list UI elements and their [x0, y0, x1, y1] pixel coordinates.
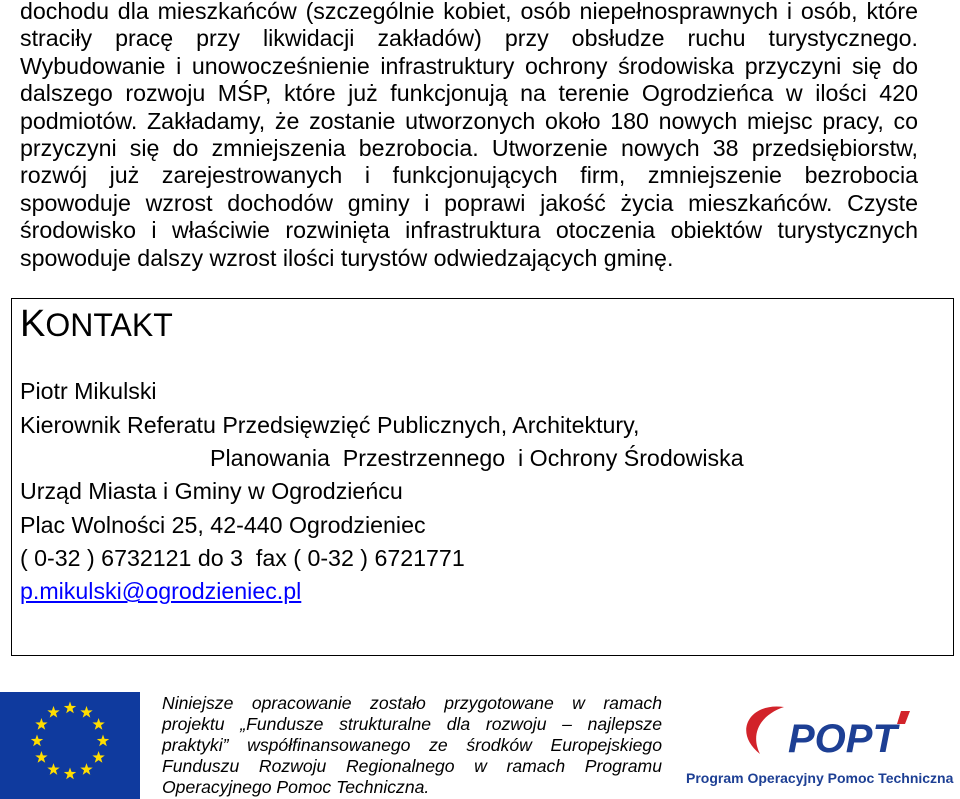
contact-position-line: Planowania Przestrzennego i Ochrony Środowiska: [210, 445, 744, 472]
paragraph-line: podmiotów. Zakładamy, że zostanie utworzonych około 180 nowych miejsc pracy, co: [20, 107, 918, 134]
popt-caption: Program Operacyjny Pomoc Techniczna: [686, 770, 954, 786]
popt-accent: [897, 711, 910, 724]
contact-office: Urząd Miasta i Gminy w Ogrodzieńcu: [20, 478, 403, 505]
paragraph-line: przyczyni się do zmniejszenia bezrobocia. Utworzenie nowych 38 przedsiębiorstw,: [20, 135, 918, 162]
paragraph-line: straciły pracę przy likwidacji zakładów) przy obsłudze ruchu turystycznego.: [20, 25, 918, 52]
contact-name: Piotr Mikulski: [20, 378, 157, 405]
popt-swoosh: [746, 706, 784, 754]
paragraph-line: rozwój już zarejestrowanych i funkcjonujących firm, zmniejszenie bezrobocia: [20, 162, 918, 189]
body-paragraph: [20, 0, 918, 272]
funding-note-line: projektu „Fundusze strukturalne dla rozwoju – najlepsze: [162, 714, 662, 735]
popt-logo: [680, 690, 960, 799]
contact-position-line: Kierownik Referatu Przedsięwzięć Publicznych, Architektury,: [20, 411, 640, 438]
paragraph-line: spowoduje dalszy wzrost ilości turystów odwiedzających gminę.: [20, 244, 674, 271]
funding-note-line: Niniejsze opracowanie zostało przygotowane w ramach: [162, 693, 662, 714]
eu-flag-icon: [0, 690, 141, 799]
contact-box: [11, 298, 954, 656]
funding-note-line: Operacyjnego Pomoc Techniczna.: [162, 776, 430, 797]
contact-address: Plac Wolności 25, 42-440 Ogrodzieniec: [20, 511, 426, 538]
popt-wordmark: POPT: [788, 717, 897, 761]
contact-heading: KONTAKT: [20, 303, 173, 345]
contact-phone: ( 0-32 ) 6732121 do 3 fax ( 0-32 ) 6721771: [20, 545, 465, 572]
funding-note: [162, 693, 662, 797]
email-link[interactable]: p.mikulski@ogrodzieniec.pl: [20, 578, 302, 605]
paragraph-line: spowoduje wzrost dochodów gminy i poprawi jakość życia mieszkańców. Czyste: [20, 189, 918, 216]
contact-details: [20, 375, 744, 608]
paragraph-line: dochodu dla mieszkańców (szczególnie kobiet, osób niepełnosprawnych i osób, które: [20, 0, 918, 24]
funding-note-line: praktyki” współfinansowanego ze środków Europejskiego: [162, 734, 662, 755]
funding-note-line: Funduszu Rozwoju Regionalnego w ramach Programu: [162, 755, 662, 776]
paragraph-line: Wybudowanie i unowocześnienie infrastruktury ochrony środowiska przyczyni się do: [20, 52, 918, 79]
paragraph-line: środowisko i właściwie rozwinięta infrastruktura otoczenia obiektów turystycznych: [20, 217, 918, 244]
paragraph-line: dalszego rozwoju MŚP, które już funkcjonują na terenie Ogrodzieńca w ilości 420: [20, 80, 918, 107]
